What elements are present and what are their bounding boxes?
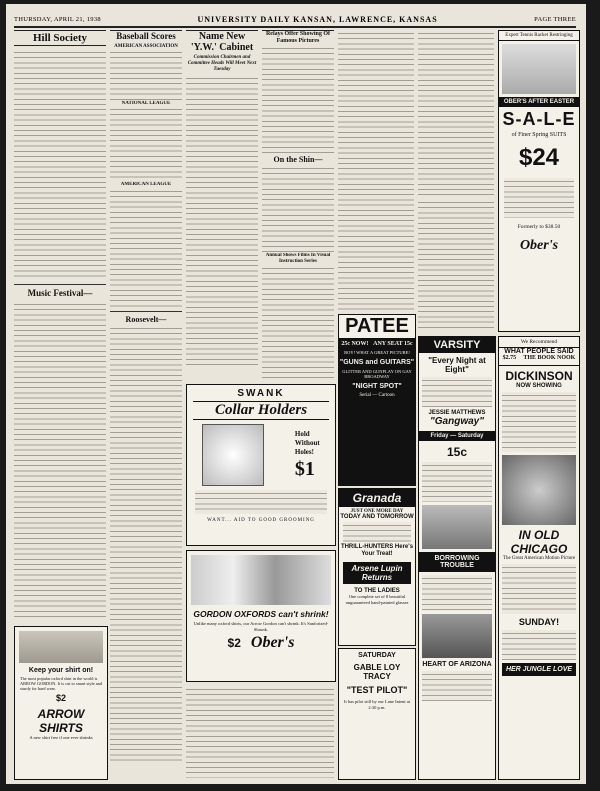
granada-body (343, 522, 411, 542)
festival-text (338, 30, 414, 310)
national-league-label: NATIONAL LEAGUE (121, 101, 171, 107)
varsity-name: VARSITY (419, 337, 495, 353)
society-article-text (14, 49, 106, 281)
obers-sale-extra: Formerly to $38.50 (517, 224, 561, 230)
swank-brand: SWANK (237, 388, 285, 399)
masthead-title: UNIVERSITY DAILY KANSAN, LAWRENCE, KANSAS (197, 14, 438, 24)
swank-tagline: WANT... AID TO GOOD GROOMING (207, 518, 315, 523)
fire-illustration (502, 455, 576, 525)
swank-price: $1 (294, 457, 315, 480)
varsity-body3 (422, 671, 492, 701)
films-text (262, 265, 334, 380)
american-league-label: AMERICAN LEAGUE (120, 182, 172, 188)
swank-body (195, 490, 327, 514)
obers-sale-price: $24 (518, 144, 560, 171)
recommend-label: We Recommend (499, 337, 579, 348)
newspaper-page (6, 4, 586, 784)
yw-subheadline: Commission Chairmen and Committee Heads Will Meet Next Tuesday (187, 55, 257, 72)
varsity-stars: JESSIE MATTHEWS (428, 410, 486, 416)
obers-sale-brand: OBER'S AFTER EASTER (499, 97, 579, 107)
patee-title1: "GUNS and GUITARS" (339, 358, 415, 366)
saturday-label: SATURDAY (358, 652, 396, 659)
society-headline: Hill Society (14, 30, 106, 46)
arrow-ad-price: $2 (55, 693, 66, 703)
dickinson-sub: The Great American Motion Picture (502, 556, 576, 561)
obers-sale-title: S-A-L-E (502, 109, 576, 129)
column-festival (338, 30, 414, 310)
column-baseball (110, 30, 182, 775)
varsity-theater-ad (418, 336, 496, 780)
swank-text2: Without (294, 438, 320, 447)
roosevelt-text (110, 325, 182, 765)
roosevelt-headline: Roosevelt— (125, 314, 167, 324)
masthead-page: PAGE THREE (534, 15, 576, 23)
arrow-shirts-ad (14, 626, 108, 780)
music-festival-headline: Music Festival— (27, 288, 93, 298)
dickinson-sunday-title: HER JUNGLE LOVE (502, 663, 576, 676)
bottom-filler-text (186, 686, 334, 778)
granada-today: TODAY AND TOMORROW (340, 514, 414, 520)
music-festival-text (14, 301, 106, 620)
patee-theater-ad (338, 314, 416, 486)
gordon-title: GORDON OXFORDS can't shrink! (193, 609, 329, 619)
patee-show1: BOY! WHAT A GREAT PICTURE! (344, 350, 410, 355)
dickinson-theater-ad (498, 336, 580, 780)
swank-title: Collar Holders (193, 401, 329, 420)
patee-title2: "NIGHT SPOT" (352, 382, 402, 390)
swank-text1: Hold (294, 429, 310, 438)
right-article-text (418, 30, 494, 195)
granada-showing: JUST ONE MORE DAY (350, 509, 404, 514)
varsity-body2 (422, 575, 492, 611)
arrow-ad-sub: A new shirt free if one ever shrinks (29, 735, 93, 740)
ladies-text: One complete set of 8 beautiful unguaranteed hand-painted glasses (345, 594, 409, 605)
varsity-price: 15c (446, 445, 468, 459)
column-right-mid (418, 199, 494, 329)
patee-price-now: 25c NOW! (341, 341, 369, 347)
dickinson-cast (502, 564, 576, 614)
american-association-label: AMERICAN ASSOCIATION (114, 44, 178, 49)
dickinson-title: IN OLD CHICAGO (510, 528, 568, 556)
dickinson-name: DICKINSON (499, 365, 579, 383)
shirt-collar-illustration (191, 555, 331, 605)
masthead-date: THURSDAY, APRIL 21, 1938 (14, 15, 101, 23)
aa-scores (110, 49, 182, 101)
patee-extra: Serial — Cartoon (359, 392, 395, 398)
patee-price-seat: ANY SEAT 15c (373, 341, 413, 347)
varsity-friday: Friday — Saturday (419, 431, 495, 441)
granada-theater-ad (338, 488, 416, 646)
book-title: WHAT PEOPLE SAID (504, 348, 574, 355)
ladies-heading: TO THE LADIES (354, 588, 400, 594)
right-mid-text (418, 199, 494, 329)
granada-feature: Arsene Lupin Returns (343, 562, 411, 584)
varsity-friday-body (422, 462, 492, 502)
baseball-headline: Baseball Scores (110, 30, 182, 42)
varsity-title2: BORROWING TROUBLE (419, 552, 495, 572)
column-relays (262, 30, 334, 380)
western-photo (422, 614, 492, 658)
test-pilot-ad (338, 648, 416, 780)
films-headline: Annual Shows Films In Visual Instruction Series (265, 253, 331, 264)
dickinson-sunday: SUNDAY! (518, 617, 560, 627)
swank-text3: Holes! (294, 447, 314, 456)
varsity-title3: HEART OF ARIZONA (422, 661, 492, 668)
varsity-feature: "Gangway" (430, 416, 484, 427)
nl-scores (110, 106, 182, 182)
collar-illustration (202, 424, 264, 486)
gordon-text: Unlike many oxford shirts, our Arrow Gordon can't shrink. It's Sanforized-Shrunk. (193, 621, 329, 632)
column-right-article (418, 30, 494, 195)
obers-sale-body (504, 178, 574, 218)
obers-sale-ad (498, 30, 580, 332)
obers-logo: Ober's (519, 238, 559, 253)
dickinson-body (502, 392, 576, 452)
fashion-illustration (502, 44, 576, 94)
granada-title: THRILL-HUNTERS Here's Your Treat! (340, 544, 414, 557)
obers-sale-sub: of Finer Spring SUITS (511, 132, 567, 138)
shin-text (262, 165, 334, 253)
patee-show2: GLITTER AND GUNPLAY ON GAY BROADWAY (342, 368, 412, 379)
gordon-brand: Ober's (250, 634, 295, 651)
saturday-note: It has pilot still by our Lane Intent at 2:30 p.m. (344, 699, 410, 710)
relays-headline: Relays Offer Showing Of Famous Pictures (262, 30, 334, 45)
varsity-title: "Every Night at Eight" (428, 356, 486, 374)
saturday-stars: GABLE LOY TRACY (353, 663, 401, 681)
swank-collar-ad (186, 384, 336, 546)
arrow-ad-brand: ARROW SHIRTS (37, 707, 85, 735)
shirt-illustration (19, 631, 103, 663)
column-society (14, 30, 106, 620)
shin-headline: On the Shin— (273, 155, 323, 164)
book-price: $2.75 (502, 355, 517, 361)
tennis-ad: Expert Tennis Racket Restringing (499, 31, 579, 41)
dickinson-showing: NOW SHOWING (516, 383, 562, 389)
masthead (14, 12, 576, 28)
arrow-ad-headline: Keep your shirt on! (28, 667, 94, 674)
relays-text (262, 45, 334, 155)
varsity-body (422, 377, 492, 407)
patee-name: PATEE (339, 315, 415, 338)
granada-name: Granada (339, 489, 415, 507)
gordon-price: $2 (227, 636, 241, 650)
arrow-ad-text: The most popular oxford shirt in the world is ARROW GORDON. It is cut to smart style and sturdy for hard wear. (20, 676, 102, 691)
al-scores (110, 188, 182, 308)
book-nook: THE BOOK NOOK (523, 355, 576, 361)
column-yw-cabinet (186, 30, 258, 380)
yw-headline: Name New 'Y.W.' Cabinet (186, 30, 258, 53)
saturday-title: "TEST PILOT" (346, 685, 408, 695)
varsity-photo (422, 505, 492, 549)
yw-text (186, 75, 258, 365)
dickinson-sunday-body (502, 630, 576, 660)
column-bottom-filler (186, 686, 334, 778)
gordon-oxfords-ad (186, 550, 336, 682)
